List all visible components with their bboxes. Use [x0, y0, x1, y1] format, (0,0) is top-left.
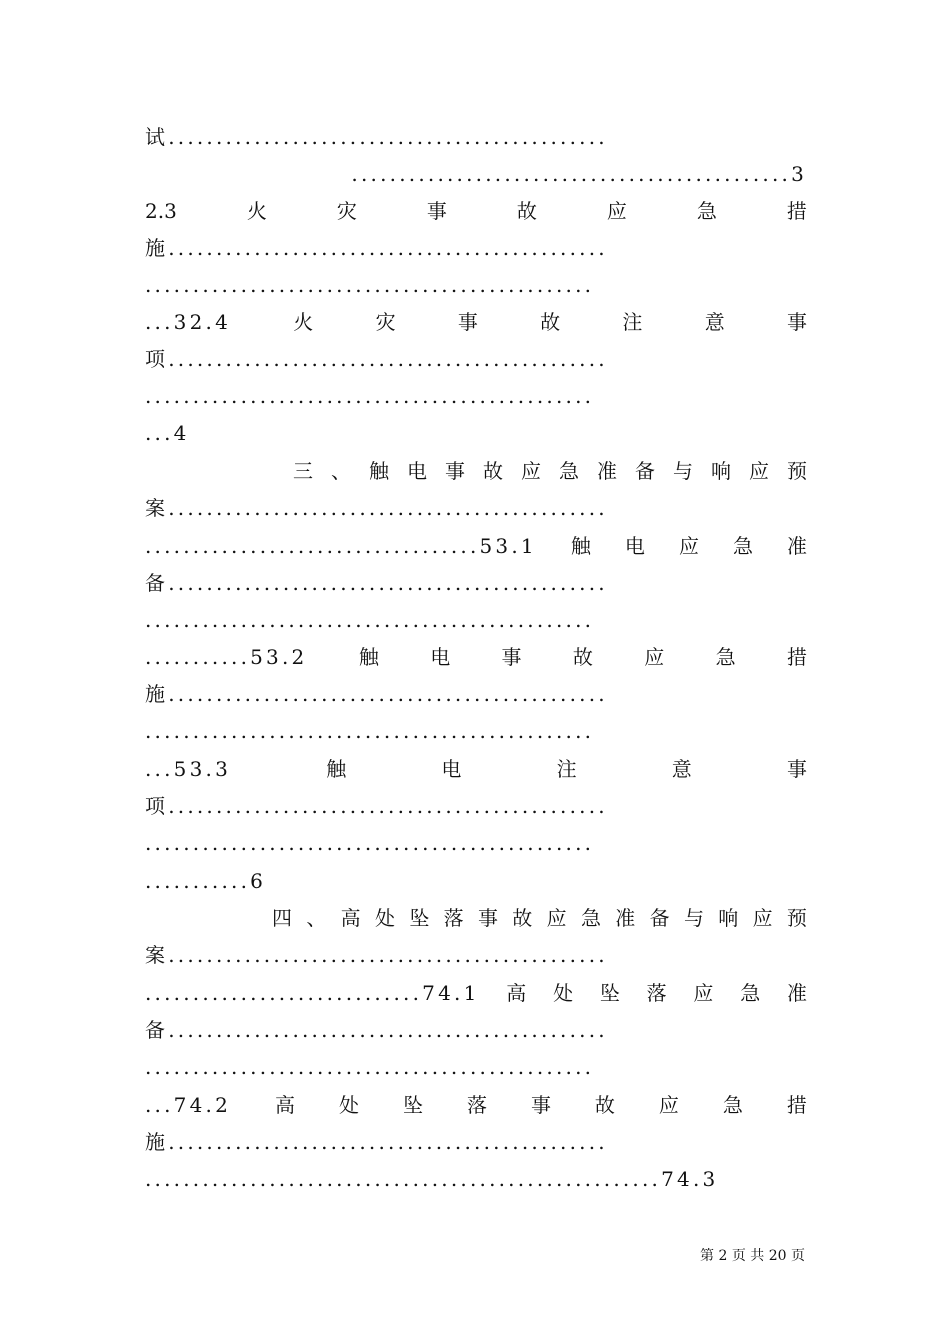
toc-token: 应 [546, 906, 567, 930]
toc-line: 项.............................................. [145, 794, 608, 818]
toc-token: 急 [740, 981, 761, 1005]
toc-token: 应 [606, 199, 627, 223]
toc-token: 故 [540, 310, 561, 334]
toc-line: 施.............................................. [145, 236, 608, 260]
toc-token: 事 [786, 757, 807, 781]
toc-line: 施.............................................. [145, 1130, 608, 1154]
toc-token: 高 [340, 906, 361, 930]
toc-token: 意 [704, 310, 725, 334]
toc-token: 火 [246, 199, 267, 223]
toc-token: 落 [646, 981, 667, 1005]
toc-token: 事 [786, 310, 807, 334]
toc-token: 坠 [599, 981, 620, 1005]
toc-token: 准 [615, 906, 636, 930]
toc-line: ............................................... [145, 719, 595, 743]
toc-token: 事 [457, 310, 478, 334]
toc-token: 灾 [375, 310, 396, 334]
toc-token: 高 [506, 981, 527, 1005]
toc-line: 备.............................................. [145, 1018, 608, 1042]
toc-token: 故 [516, 199, 537, 223]
toc-token: 预 [786, 906, 807, 930]
toc-line: 施.............................................. [145, 682, 608, 706]
toc-line: ............................................... [145, 1055, 595, 1079]
toc-line: ............................................... [145, 608, 595, 632]
toc-token: 坠 [409, 906, 430, 930]
toc-token: 应 [752, 906, 773, 930]
toc-token: 响 [711, 459, 731, 483]
toc-token: 、 [306, 906, 327, 930]
toc-line: 项.............................................. [145, 347, 608, 371]
toc-token: 应 [678, 534, 699, 558]
toc-line: ............................................... [145, 384, 595, 408]
toc-token: 高 [275, 1093, 295, 1117]
toc-token: 电 [441, 757, 462, 781]
toc-token: 电 [430, 645, 451, 669]
toc-line: ............................................... [145, 273, 595, 297]
toc-heading-line [145, 642, 807, 672]
toc-heading-line [145, 978, 807, 1008]
toc-page-number: ...........6 [145, 869, 267, 893]
toc-token: 事 [445, 459, 465, 483]
toc-page-number: ...4 [145, 421, 190, 445]
toc-heading-line [145, 531, 807, 561]
toc-token: 事 [426, 199, 447, 223]
toc-token: 事 [530, 1093, 551, 1117]
toc-token: 应 [693, 981, 714, 1005]
toc-token: 备 [635, 459, 655, 483]
toc-token: 2.3 [145, 199, 177, 223]
toc-token: 预 [787, 459, 807, 483]
toc-token: 三 [293, 459, 313, 483]
toc-token: 、 [331, 459, 351, 483]
toc-token: ...........53.2 [145, 645, 308, 669]
toc-token: ...74.2 [145, 1093, 232, 1117]
toc-section-title [293, 456, 807, 486]
toc-token: 与 [683, 906, 704, 930]
toc-token: 处 [553, 981, 574, 1005]
toc-token: 应 [749, 459, 769, 483]
toc-line: 试.............................................. [145, 125, 608, 149]
toc-token: 急 [580, 906, 601, 930]
toc-token: 与 [673, 459, 693, 483]
toc-token: 触 [358, 645, 379, 669]
toc-token: 准 [597, 459, 617, 483]
toc-token: 应 [521, 459, 541, 483]
toc-token: 触 [326, 757, 347, 781]
toc-token: 处 [374, 906, 395, 930]
toc-token: 落 [466, 1093, 487, 1117]
toc-line: 案.............................................. [145, 943, 608, 967]
toc-token: 事 [501, 645, 522, 669]
toc-token: 故 [594, 1093, 615, 1117]
toc-line: ..............................................3 [351, 162, 807, 186]
toc-token: 准 [786, 981, 807, 1005]
toc-token: 应 [658, 1093, 679, 1117]
toc-token: 准 [787, 534, 807, 558]
toc-token: 急 [722, 1093, 743, 1117]
toc-token: 急 [559, 459, 579, 483]
toc-token: 措 [786, 645, 807, 669]
toc-line: 备.............................................. [145, 571, 608, 595]
toc-heading-line [145, 1090, 807, 1120]
toc-token: 火 [293, 310, 314, 334]
toc-line: ............................................... [145, 831, 595, 855]
toc-heading-line [145, 307, 807, 337]
toc-token: ...53.3 [145, 757, 232, 781]
toc-token: 急 [732, 534, 753, 558]
toc-token: 灾 [336, 199, 357, 223]
toc-token: 事 [477, 906, 498, 930]
toc-token: 故 [483, 459, 503, 483]
toc-token: 电 [407, 459, 427, 483]
toc-token: 触 [570, 534, 591, 558]
toc-token: .............................74.1 [145, 981, 480, 1005]
toc-line: ......................................................74.3 [145, 1167, 719, 1191]
toc-heading-line [145, 196, 807, 226]
toc-token: 意 [671, 757, 692, 781]
toc-token: 急 [715, 645, 736, 669]
toc-token: 备 [649, 906, 670, 930]
toc-token: 触 [369, 459, 389, 483]
toc-token: 急 [696, 199, 717, 223]
toc-token: 注 [622, 310, 643, 334]
toc-token: 措 [786, 199, 807, 223]
toc-token: 故 [512, 906, 533, 930]
toc-token: 措 [786, 1093, 807, 1117]
page-footer: 第 2 页 共 20 页 [700, 1248, 805, 1264]
toc-token: 坠 [402, 1093, 423, 1117]
toc-section-title [272, 903, 807, 933]
toc-token: 电 [624, 534, 645, 558]
toc-token: 处 [338, 1093, 359, 1117]
toc-token: 四 [272, 906, 292, 930]
toc-token: ...................................53.1 [145, 534, 537, 558]
toc-token: 故 [572, 645, 593, 669]
toc-heading-line [145, 754, 807, 784]
toc-token: ...32.4 [145, 310, 232, 334]
toc-line: 案.............................................. [145, 496, 608, 520]
toc-token: 注 [556, 757, 577, 781]
toc-token: 响 [718, 906, 739, 930]
toc-token: 应 [644, 645, 665, 669]
toc-token: 落 [443, 906, 464, 930]
